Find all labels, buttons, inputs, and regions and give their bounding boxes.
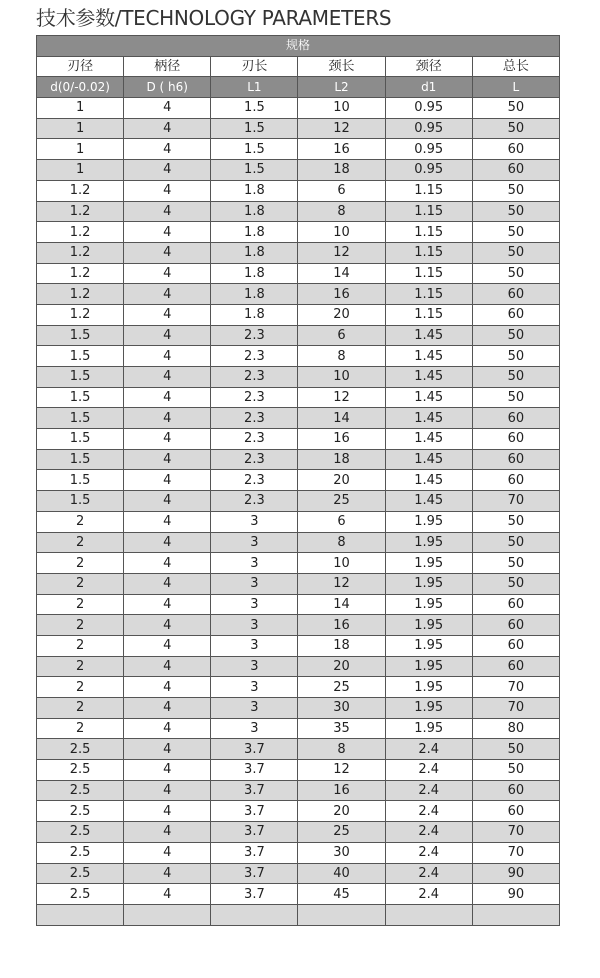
table-cell: 2 (37, 656, 124, 677)
table-cell: 1 (37, 139, 124, 160)
table-row (37, 718, 560, 739)
table-cell: 3 (211, 615, 298, 636)
table-cell: 1.8 (211, 263, 298, 284)
table-cell: 1 (37, 118, 124, 139)
table-cell: 60 (472, 429, 559, 450)
table-cell: 2.3 (211, 408, 298, 429)
table-cell: 3 (211, 635, 298, 656)
table-cell: 25 (298, 491, 385, 512)
table-cell: 50 (472, 242, 559, 263)
table-cell: 3.7 (211, 822, 298, 843)
table-cell: 50 (472, 263, 559, 284)
table-cell: 2.3 (211, 325, 298, 346)
table-cell: 1.95 (385, 677, 472, 698)
table-cell: 70 (472, 822, 559, 843)
table-cell: 2.4 (385, 884, 472, 905)
table-cell: 2 (37, 511, 124, 532)
table-row (37, 801, 560, 822)
table-cell: 2.5 (37, 822, 124, 843)
table-cell: 4 (124, 449, 211, 470)
column-header: 刃长 (211, 56, 298, 77)
table-cell: 12 (298, 242, 385, 263)
table-cell: 1.5 (37, 449, 124, 470)
table-cell: 4 (124, 118, 211, 139)
column-symbol: D ( h6) (124, 77, 211, 98)
table-row (37, 139, 560, 160)
column-symbol: d1 (385, 77, 472, 98)
table-cell: 1.95 (385, 656, 472, 677)
table-cell: 50 (472, 201, 559, 222)
table-cell: 3.7 (211, 780, 298, 801)
table-cell: 4 (124, 408, 211, 429)
table-cell: 2 (37, 677, 124, 698)
table-cell: 2 (37, 573, 124, 594)
table-cell: 6 (298, 180, 385, 201)
table-cell (211, 904, 298, 925)
table-cell: 1.8 (211, 284, 298, 305)
table-cell: 1.95 (385, 698, 472, 719)
column-symbol: L1 (211, 77, 298, 98)
table-cell: 4 (124, 222, 211, 243)
table-cell: 80 (472, 718, 559, 739)
table-row (37, 511, 560, 532)
table-cell: 60 (472, 801, 559, 822)
table-cell: 1.45 (385, 325, 472, 346)
table-cell: 1.95 (385, 718, 472, 739)
table-cell: 1.45 (385, 367, 472, 388)
table-cell: 2.5 (37, 801, 124, 822)
table-cell: 1.5 (37, 470, 124, 491)
table-cell: 12 (298, 573, 385, 594)
table-cell: 4 (124, 801, 211, 822)
table-cell: 60 (472, 470, 559, 491)
table-cell: 4 (124, 863, 211, 884)
table-cell: 0.95 (385, 160, 472, 181)
table-cell: 50 (472, 511, 559, 532)
table-cell: 1.8 (211, 201, 298, 222)
parameters-table (36, 35, 560, 926)
table-row (37, 222, 560, 243)
table-cell: 1.95 (385, 553, 472, 574)
table-cell (37, 904, 124, 925)
table-cell: 8 (298, 346, 385, 367)
table-row (37, 615, 560, 636)
table-cell: 2 (37, 698, 124, 719)
table-group-header-row (37, 36, 560, 57)
table-cell: 18 (298, 449, 385, 470)
table-row (37, 842, 560, 863)
table-cell: 3.7 (211, 884, 298, 905)
table-cell: 1.45 (385, 449, 472, 470)
table-cell: 4 (124, 180, 211, 201)
table-cell: 4 (124, 470, 211, 491)
table-row (37, 863, 560, 884)
column-header: 颈长 (298, 56, 385, 77)
table-row (37, 553, 560, 574)
table-row (37, 904, 560, 925)
table-cell: 0.95 (385, 98, 472, 119)
table-cell: 50 (472, 346, 559, 367)
table-cell: 1 (37, 98, 124, 119)
column-header: 柄径 (124, 56, 211, 77)
table-cell: 60 (472, 284, 559, 305)
table-cell: 3.7 (211, 739, 298, 760)
table-cell: 6 (298, 511, 385, 532)
table-cell: 4 (124, 698, 211, 719)
table-cell: 1.2 (37, 242, 124, 263)
table-cell: 2.3 (211, 491, 298, 512)
table-cell: 50 (472, 553, 559, 574)
table-cell: 50 (472, 532, 559, 553)
table-row (37, 263, 560, 284)
table-cell: 1.2 (37, 304, 124, 325)
page-title: 技术参数/TECHNOLOGY PARAMETERS (36, 6, 392, 30)
table-cell: 50 (472, 98, 559, 119)
table-row (37, 677, 560, 698)
table-cell: 60 (472, 139, 559, 160)
table-row (37, 635, 560, 656)
table-cell: 1.45 (385, 408, 472, 429)
table-cell: 2 (37, 594, 124, 615)
table-cell: 1.2 (37, 180, 124, 201)
table-cell: 1.5 (37, 387, 124, 408)
table-cell: 3 (211, 594, 298, 615)
table-cell: 1.45 (385, 429, 472, 450)
table-cell: 16 (298, 139, 385, 160)
table-cell: 1.95 (385, 635, 472, 656)
table-cell: 10 (298, 367, 385, 388)
table-cell: 0.95 (385, 139, 472, 160)
table-cell: 35 (298, 718, 385, 739)
table-row (37, 160, 560, 181)
table-cell: 3 (211, 698, 298, 719)
table-cell: 70 (472, 842, 559, 863)
table-cell: 90 (472, 863, 559, 884)
table-header-row (37, 56, 560, 77)
table-cell: 30 (298, 842, 385, 863)
table-cell: 50 (472, 573, 559, 594)
table-row (37, 780, 560, 801)
table-cell: 2.4 (385, 780, 472, 801)
table-cell: 60 (472, 635, 559, 656)
table-cell: 2.3 (211, 429, 298, 450)
table-cell: 4 (124, 553, 211, 574)
table-row (37, 532, 560, 553)
table-cell: 1.15 (385, 304, 472, 325)
table-cell: 18 (298, 160, 385, 181)
table-row (37, 304, 560, 325)
table-cell: 2.4 (385, 801, 472, 822)
table-cell: 1.15 (385, 222, 472, 243)
table-cell: 2.4 (385, 760, 472, 781)
table-cell: 12 (298, 387, 385, 408)
table-row (37, 573, 560, 594)
table-cell: 2.4 (385, 842, 472, 863)
table-cell: 16 (298, 284, 385, 305)
table-row (37, 408, 560, 429)
table-cell: 2 (37, 553, 124, 574)
table-cell: 60 (472, 615, 559, 636)
table-cell: 2.3 (211, 449, 298, 470)
table-cell: 18 (298, 635, 385, 656)
table-cell: 40 (298, 863, 385, 884)
table-cell: 20 (298, 801, 385, 822)
table-cell: 4 (124, 842, 211, 863)
table-cell: 2 (37, 532, 124, 553)
table-cell: 8 (298, 739, 385, 760)
table-cell: 2.4 (385, 822, 472, 843)
table-cell: 1.5 (37, 491, 124, 512)
table-cell: 1.2 (37, 222, 124, 243)
table-cell: 50 (472, 387, 559, 408)
table-cell: 4 (124, 429, 211, 450)
table-cell: 50 (472, 739, 559, 760)
table-cell: 12 (298, 118, 385, 139)
table-cell: 1.2 (37, 263, 124, 284)
column-symbol: d(0/-0.02) (37, 77, 124, 98)
table-cell: 2.5 (37, 760, 124, 781)
table-cell: 1.95 (385, 511, 472, 532)
table-row (37, 346, 560, 367)
table-cell: 1.5 (37, 325, 124, 346)
table-row (37, 594, 560, 615)
table-subheader-row (37, 77, 560, 98)
table-cell: 20 (298, 656, 385, 677)
table-cell: 6 (298, 325, 385, 346)
table-cell: 4 (124, 511, 211, 532)
table-cell: 10 (298, 222, 385, 243)
table-cell: 3 (211, 553, 298, 574)
table-cell: 3.7 (211, 760, 298, 781)
table-cell: 4 (124, 387, 211, 408)
table-row (37, 201, 560, 222)
table-cell: 1.8 (211, 222, 298, 243)
table-cell: 1.15 (385, 242, 472, 263)
table-row (37, 367, 560, 388)
table-cell (472, 904, 559, 925)
table-cell: 4 (124, 635, 211, 656)
table-cell: 60 (472, 160, 559, 181)
table-cell: 4 (124, 160, 211, 181)
table-cell: 4 (124, 242, 211, 263)
table-cell: 1.5 (37, 408, 124, 429)
table-cell: 1.5 (211, 118, 298, 139)
table-cell: 1.8 (211, 304, 298, 325)
table-row (37, 470, 560, 491)
table-cell: 60 (472, 304, 559, 325)
table-cell: 4 (124, 367, 211, 388)
table-cell: 50 (472, 367, 559, 388)
table-cell: 50 (472, 118, 559, 139)
table-cell: 1.2 (37, 284, 124, 305)
table-cell: 1.45 (385, 346, 472, 367)
table-cell: 1.5 (211, 98, 298, 119)
table-row (37, 656, 560, 677)
table-cell: 20 (298, 304, 385, 325)
table-cell: 1 (37, 160, 124, 181)
table-cell: 25 (298, 822, 385, 843)
table-cell: 20 (298, 470, 385, 491)
table-cell: 2.3 (211, 367, 298, 388)
table-cell: 12 (298, 760, 385, 781)
table-cell: 1.15 (385, 284, 472, 305)
table-cell: 4 (124, 615, 211, 636)
table-cell: 2 (37, 635, 124, 656)
table-row (37, 429, 560, 450)
table-cell: 50 (472, 222, 559, 243)
table-cell: 2 (37, 718, 124, 739)
table-cell: 3 (211, 511, 298, 532)
table-cell: 90 (472, 884, 559, 905)
table-cell: 4 (124, 139, 211, 160)
table-cell: 1.5 (37, 367, 124, 388)
table-cell: 2.5 (37, 780, 124, 801)
table-cell: 1.45 (385, 491, 472, 512)
column-symbol: L2 (298, 77, 385, 98)
table-row (37, 98, 560, 119)
table-cell: 1.95 (385, 532, 472, 553)
table-cell: 4 (124, 304, 211, 325)
table-row (37, 180, 560, 201)
table-cell: 1.8 (211, 242, 298, 263)
table-row (37, 822, 560, 843)
table-row (37, 739, 560, 760)
table-cell: 2.5 (37, 863, 124, 884)
table-cell: 2.3 (211, 470, 298, 491)
table-cell: 30 (298, 698, 385, 719)
column-header: 颈径 (385, 56, 472, 77)
table-cell: 4 (124, 822, 211, 843)
table-row (37, 491, 560, 512)
table-cell: 4 (124, 325, 211, 346)
table-cell: 1.15 (385, 201, 472, 222)
table-cell: 8 (298, 201, 385, 222)
table-cell: 4 (124, 677, 211, 698)
table-cell: 10 (298, 553, 385, 574)
table-cell: 2 (37, 615, 124, 636)
table-cell: 1.15 (385, 263, 472, 284)
table-cell: 60 (472, 594, 559, 615)
table-cell: 2.5 (37, 739, 124, 760)
table-cell: 2.3 (211, 346, 298, 367)
table-cell: 4 (124, 532, 211, 553)
table-cell: 70 (472, 698, 559, 719)
table-cell: 1.95 (385, 615, 472, 636)
table-cell: 4 (124, 884, 211, 905)
table-cell (385, 904, 472, 925)
table-cell: 70 (472, 677, 559, 698)
group-label: 规格 (37, 36, 560, 57)
table-cell: 14 (298, 408, 385, 429)
table-cell: 4 (124, 760, 211, 781)
table-cell: 4 (124, 739, 211, 760)
table-row (37, 242, 560, 263)
table-cell: 1.2 (37, 201, 124, 222)
table-cell: 50 (472, 325, 559, 346)
table-cell: 14 (298, 263, 385, 284)
table-cell: 1.95 (385, 594, 472, 615)
table-row (37, 449, 560, 470)
table-cell: 16 (298, 615, 385, 636)
table-cell: 3.7 (211, 801, 298, 822)
table-cell: 1.8 (211, 180, 298, 201)
table-row (37, 387, 560, 408)
table-cell: 1.95 (385, 573, 472, 594)
table-row (37, 325, 560, 346)
table-cell: 4 (124, 201, 211, 222)
table-cell: 50 (472, 760, 559, 781)
table-cell: 16 (298, 780, 385, 801)
table-row (37, 698, 560, 719)
table-cell: 14 (298, 594, 385, 615)
table-cell: 60 (472, 449, 559, 470)
table-cell: 4 (124, 263, 211, 284)
table-cell: 4 (124, 780, 211, 801)
table-cell: 50 (472, 180, 559, 201)
table-cell: 4 (124, 98, 211, 119)
table-cell: 1.5 (37, 429, 124, 450)
table-cell: 1.5 (37, 346, 124, 367)
column-header: 总长 (472, 56, 559, 77)
table-cell: 2.3 (211, 387, 298, 408)
table-cell: 4 (124, 491, 211, 512)
table-cell: 2.5 (37, 884, 124, 905)
table-cell: 2.4 (385, 863, 472, 884)
table-cell: 45 (298, 884, 385, 905)
table-cell: 3 (211, 656, 298, 677)
table-cell (298, 904, 385, 925)
table-cell: 1.5 (211, 139, 298, 160)
table-cell: 60 (472, 656, 559, 677)
table-cell: 70 (472, 491, 559, 512)
table-cell: 25 (298, 677, 385, 698)
table-row (37, 284, 560, 305)
table-cell: 1.15 (385, 180, 472, 201)
table-cell: 4 (124, 594, 211, 615)
table-cell: 2.5 (37, 842, 124, 863)
table-row (37, 760, 560, 781)
table-cell: 60 (472, 408, 559, 429)
table-cell: 4 (124, 656, 211, 677)
table-cell: 60 (472, 780, 559, 801)
table-cell: 3.7 (211, 863, 298, 884)
table-cell: 3 (211, 718, 298, 739)
table-cell: 4 (124, 573, 211, 594)
table-cell: 4 (124, 718, 211, 739)
table-cell: 1.45 (385, 470, 472, 491)
table-cell: 3.7 (211, 842, 298, 863)
table-cell (124, 904, 211, 925)
table-cell: 10 (298, 98, 385, 119)
table-cell: 4 (124, 284, 211, 305)
column-symbol: L (472, 77, 559, 98)
table-cell: 2.4 (385, 739, 472, 760)
table-cell: 3 (211, 532, 298, 553)
table-cell: 3 (211, 573, 298, 594)
table-cell: 0.95 (385, 118, 472, 139)
table-cell: 8 (298, 532, 385, 553)
table-row (37, 884, 560, 905)
table-cell: 1.5 (211, 160, 298, 181)
column-header: 刃径 (37, 56, 124, 77)
table-cell: 1.45 (385, 387, 472, 408)
table-cell: 3 (211, 677, 298, 698)
table-cell: 16 (298, 429, 385, 450)
table-cell: 4 (124, 346, 211, 367)
table-row (37, 118, 560, 139)
